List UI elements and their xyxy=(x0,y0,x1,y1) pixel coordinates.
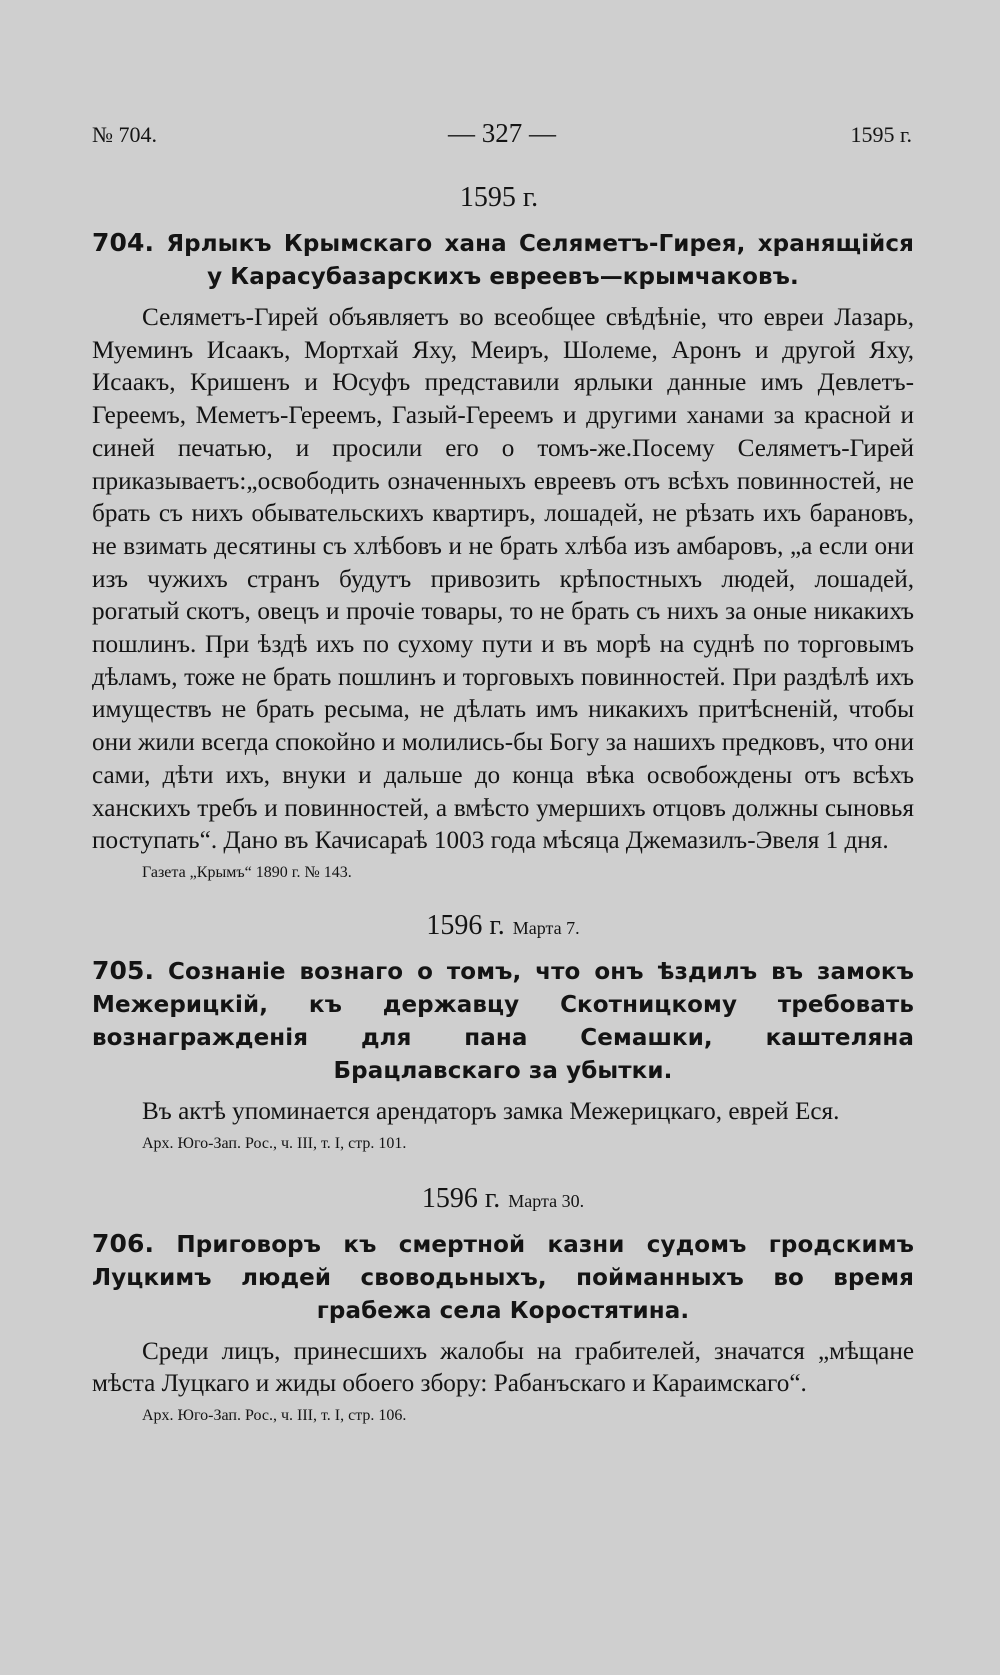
entry-body: Селяметъ-Гирей объявляетъ во всеобщее свѣдѣніе, что евреи Лазарь, Муеминъ Исаакъ, Мортхай Яху, Меиръ, Шолеме, Аронъ и другой Яху, Исаакъ, Кришенъ и Юсуфъ представили ярлыки данные имъ Девлетъ-Гереемъ, Меметъ-Гереемъ, Газый-Гереемъ и другими ханами за красной и синей печатью, и просили его о томъ-же.Посему Селяметъ-Гирей приказываетъ:„освободить означенныхъ евреевъ отъ всѣхъ повинностей, не брать съ нихъ обывательскихъ квартиръ, лошадей, не рѣзать ихъ барановъ, не взимать десятины съ хлѣбовъ и не брать хлѣба изъ амбаровъ, „а если они изъ чужихъ странъ будутъ привозить крѣпостныхъ людей, лошадей, рогатый скотъ, овецъ и прочіе товары, то не брать съ нихъ за оные никакихъ пошлинъ. При ѣздѣ ихъ по сухому пути и въ морѣ на суднѣ по торговымъ дѣламъ, тоже не брать пошлинъ и торговыхъ повинностей. При раздѣлѣ ихъ имуществъ не брать ресыма, не дѣлать имъ никакихъ притѣсненій, чтобы они жили всегда спокойно и молились-бы Богу за нашихъ предковъ, что они сами, дѣти ихъ, внуки и дальше до конца вѣка освобождены отъ всѣхъ ханскихъ требъ и повинностей, а вмѣсто умершихъ отцовъ должны сыновья поступать“. Дано въ Качисараѣ 1003 года мѣсяца Джемазилъ-Эвеля 1 дня. xyxy=(92,304,914,855)
entry-body: Среди лицъ, принесшихъ жалобы на грабителей, значатся „мѣщане мѣста Луцкаго и жиды обоего збору: Рабанъскаго и Караимскаго“. xyxy=(92,1337,914,1398)
entry-source: Арх. Юго-Зап. Рос., ч. III, т. I, стр. 106. xyxy=(142,1407,407,1425)
entry-number: 706. xyxy=(92,1228,155,1258)
entry-number: 705. xyxy=(92,955,155,985)
page-number: — 327 — xyxy=(448,118,556,148)
entry-704 xyxy=(92,180,914,886)
entry-year-heading xyxy=(92,180,914,218)
page-header xyxy=(92,118,912,152)
entry-date: Марта 30. xyxy=(508,1190,585,1211)
entry-title-text: Сознаніе вознаго о томъ, что онъ ѣздилъ въ замокъ Межерицкій, къ державцу Скотницкому требовать вознагражденія для пана Семашки, каштеляна Брацлавскаго за убытки. xyxy=(92,958,915,1084)
entry-year: 1595 г. xyxy=(459,182,539,213)
entry-706 xyxy=(92,1181,914,1429)
entry-title xyxy=(92,226,914,294)
entry-year-heading xyxy=(92,908,914,946)
page-content xyxy=(92,180,914,1429)
entry-title xyxy=(92,1227,914,1328)
header-year: 1595 г. xyxy=(850,122,912,147)
entry-source: Арх. Юго-Зап. Рос., ч. III, т. I, стр. 101. xyxy=(142,1134,407,1152)
entry-number: 704. xyxy=(92,228,155,257)
entry-year: 1596 г. xyxy=(421,1182,501,1214)
entry-year: 1596 г. xyxy=(426,909,505,941)
entry-title-text: Приговоръ къ смертной казни судомъ гродскимъ Луцкимъ людей своводьныхъ, пойманныхъ во время грабежа села Коростятина. xyxy=(92,1231,914,1324)
entry-body: Въ актѣ упоминается арендаторъ замка Межерицкаго, еврей Еся. xyxy=(142,1097,840,1125)
entry-title-text: Ярлыкъ Крымскаго хана Селяметъ-Гирея, хранящійся у Карасубазарскихъ евреевъ—крымчаковъ. xyxy=(166,231,914,290)
entry-source: Газета „Крымъ“ 1890 г. № 143. xyxy=(142,863,352,881)
header-entry-number: № 704. xyxy=(92,122,157,147)
entry-705 xyxy=(92,908,914,1157)
entry-year-heading xyxy=(92,1181,914,1219)
entry-date: Марта 7. xyxy=(512,917,580,938)
entry-title xyxy=(92,954,914,1088)
